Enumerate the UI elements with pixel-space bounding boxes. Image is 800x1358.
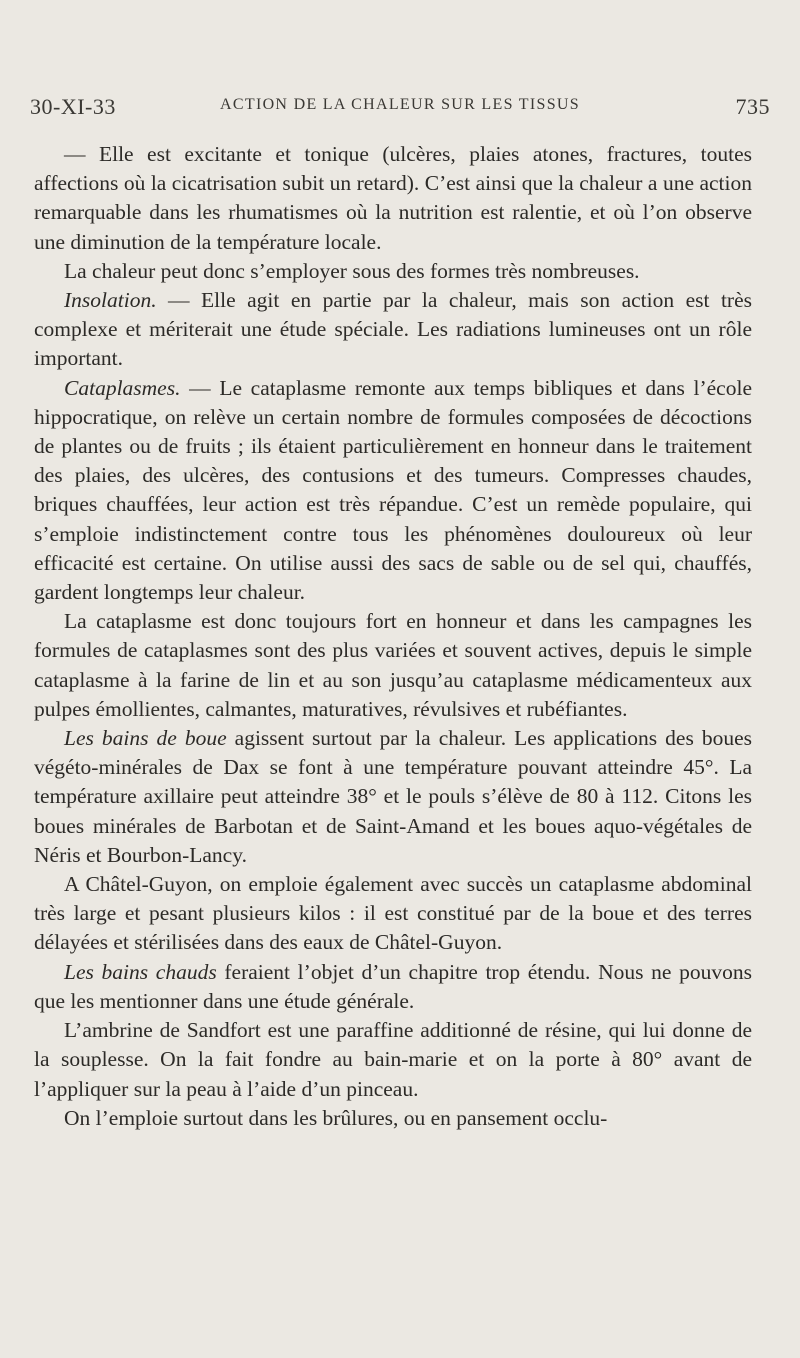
- paragraph: [34, 607, 752, 724]
- running-header: [30, 92, 770, 122]
- paragraph-text: — Elle agit en partie par la chaleur, mais son action est très complexe et mériterait une étude spéciale. Les radiations lumineuses ont un rôle important.: [34, 288, 752, 371]
- paragraph-text: — Le cataplasme remonte aux temps bibliques et dans l’école hippocratique, on relève un certain nombre de formules composées de décoctions de plantes ou de fruits ; ils étaient particulièrement en honneur dans le traitement des plaies, des ulcères, des contusions et des tumeurs. Compresses chaudes, briques chauffées, leur action est très répandue. C’est un remède populaire, qui s’emploie indistinctement contre tous les phénomènes douloureux où leur efficacité est certaine. On utilise aussi des sacs de sable ou de sel qui, chauffés, gardent longtemps leur chaleur.: [34, 375, 752, 605]
- paragraph-text: — Elle est excitante et tonique (ulcères, plaies atones, fractures, toutes affections où la cicatrisation subit un retard). C’est ainsi que la chaleur a une action remarquable dans les rhumatismes où la nutrition est ralentie, et où l’on observe une diminution de la température locale.: [34, 142, 752, 254]
- paragraph-text: A Châtel-Guyon, on emploie également avec succès un cataplasme abdominal très large et pesant plusieurs kilos : il est constitué par de la boue et des terres délayées et stérilisées dans des eaux de Châtel-Guyon.: [34, 872, 752, 955]
- paragraph: [34, 958, 752, 1016]
- section-lead-cataplasmes: Cataplasmes.: [64, 375, 181, 400]
- paragraph-text: La cataplasme est donc toujours fort en honneur et dans les campagnes les formules de cataplasmes sont des plus variées et souvent actives, depuis le simple cataplasme à la farine de lin et au son jusqu’au cataplasme médicamenteux aux pulpes émollientes, calmantes, maturatives, révulsives et rubéfiantes.: [34, 609, 752, 721]
- paragraph: [34, 1104, 752, 1133]
- paragraph: [34, 1016, 752, 1104]
- header-title: ACTION DE LA CHALEUR SUR LES TISSUS: [220, 96, 580, 113]
- paragraph-text: agissent surtout par la chaleur. Les applications des boues végéto-minérales de Dax se font à une température pouvant atteindre 45°. La température axillaire peut atteindre 38° et le pouls s’élève de 80 à 112. Citons les boues minérales de Barbotan et de Saint-Amand et les boues aquo-végétales de Néris et Bourbon-Lancy.: [34, 726, 752, 867]
- paragraph: [34, 870, 752, 958]
- paragraph: [34, 374, 752, 608]
- paragraph-text: L’ambrine de Sandfort est une paraffine additionné de résine, qui lui donne de la souplesse. On la fait fondre au bain-marie et on la porte à 80° avant de l’appliquer sur la peau à l’aide d’un pinceau.: [34, 1018, 752, 1101]
- section-lead-insolation: Insolation.: [64, 288, 157, 313]
- body-text: [34, 140, 752, 1133]
- header-date: 30-XI-33: [30, 94, 116, 119]
- page-number: 735: [735, 94, 770, 119]
- paragraph: [34, 724, 752, 870]
- paragraph-text: La chaleur peut donc s’employer sous des formes très nombreuses.: [64, 258, 640, 283]
- section-lead-bains-de-boue: Les bains de boue: [64, 726, 227, 751]
- paragraph-text: On l’emploie surtout dans les brûlures, ou en pansement occlu-: [64, 1105, 608, 1130]
- paragraph: [34, 140, 752, 257]
- paragraph: [34, 257, 752, 286]
- paragraph-text: feraient l’objet d’un chapitre trop étendu. Nous ne pouvons que les mentionner dans une étude générale.: [34, 959, 752, 1013]
- section-lead-bains-chauds: Les bains chauds: [64, 959, 217, 984]
- paragraph: [34, 286, 752, 374]
